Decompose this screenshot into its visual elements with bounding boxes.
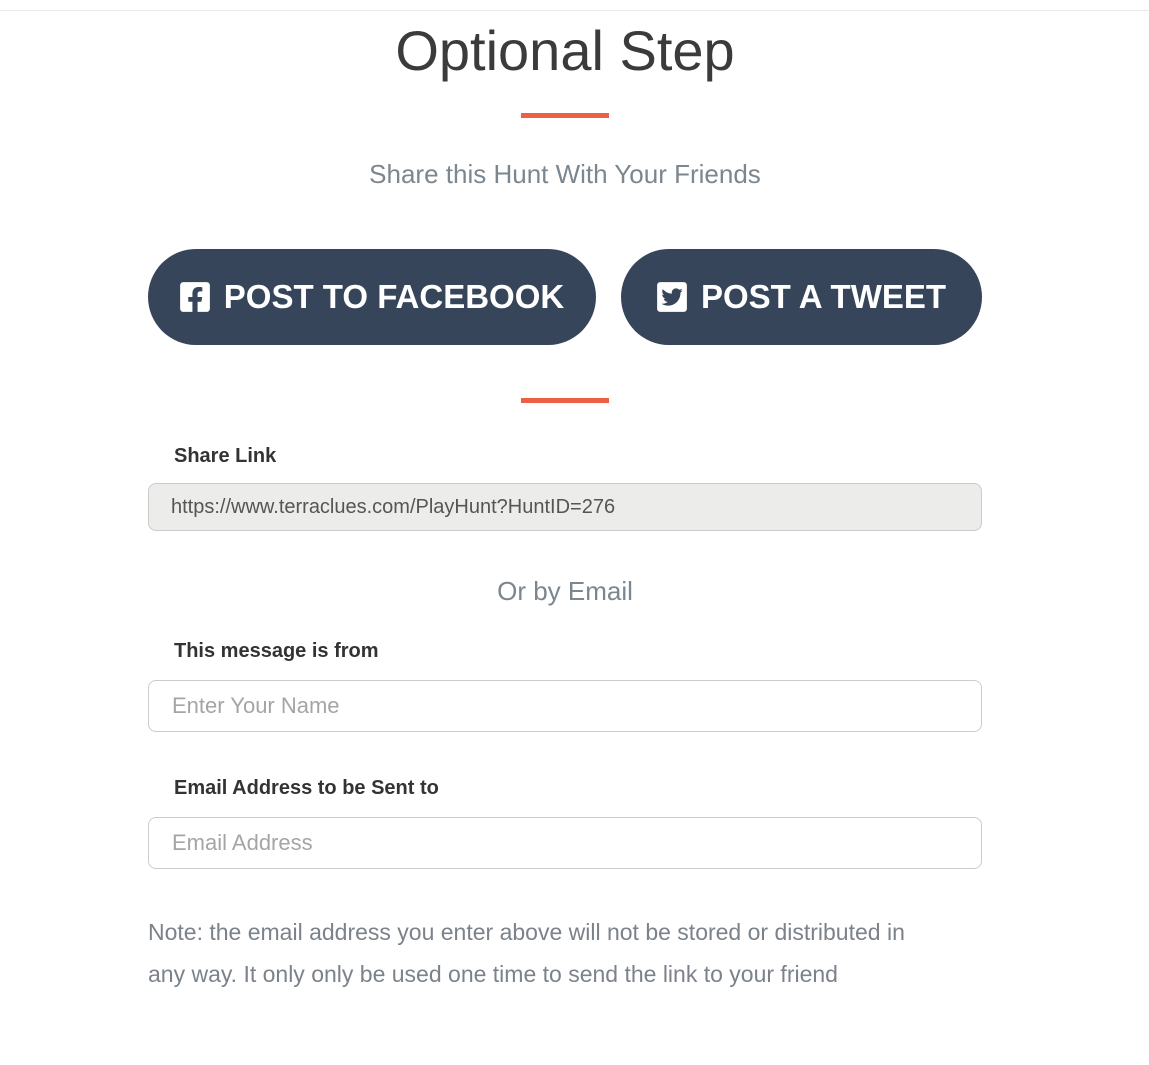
share-link-input[interactable] <box>148 483 982 531</box>
share-link-label: Share Link <box>174 445 277 467</box>
social-button-row <box>148 249 982 345</box>
facebook-square-icon <box>180 280 210 314</box>
post-to-facebook-label: POST TO FACEBOOK <box>223 278 565 315</box>
share-panel <box>148 20 982 995</box>
post-a-tweet-button[interactable] <box>621 249 982 345</box>
accent-divider <box>521 113 609 118</box>
post-a-tweet-label: POST A TWEET <box>700 278 947 315</box>
message-from-label: This message is from <box>174 640 379 662</box>
accent-divider <box>521 398 609 403</box>
privacy-note: Note: the email address you enter above will not be stored or distributed in any way. It only only be used one time to send the link to your friend <box>148 919 905 987</box>
share-subtitle: Share this Hunt With Your Friends <box>369 159 761 189</box>
page-title: Optional Step <box>395 19 735 82</box>
post-to-facebook-button[interactable] <box>148 249 596 345</box>
sender-name-input[interactable] <box>148 680 982 732</box>
or-by-email-heading: Or by Email <box>497 576 633 606</box>
recipient-email-input[interactable] <box>148 817 982 869</box>
email-address-label: Email Address to be Sent to <box>174 777 439 799</box>
twitter-square-icon <box>657 280 687 314</box>
top-divider <box>0 10 1149 11</box>
